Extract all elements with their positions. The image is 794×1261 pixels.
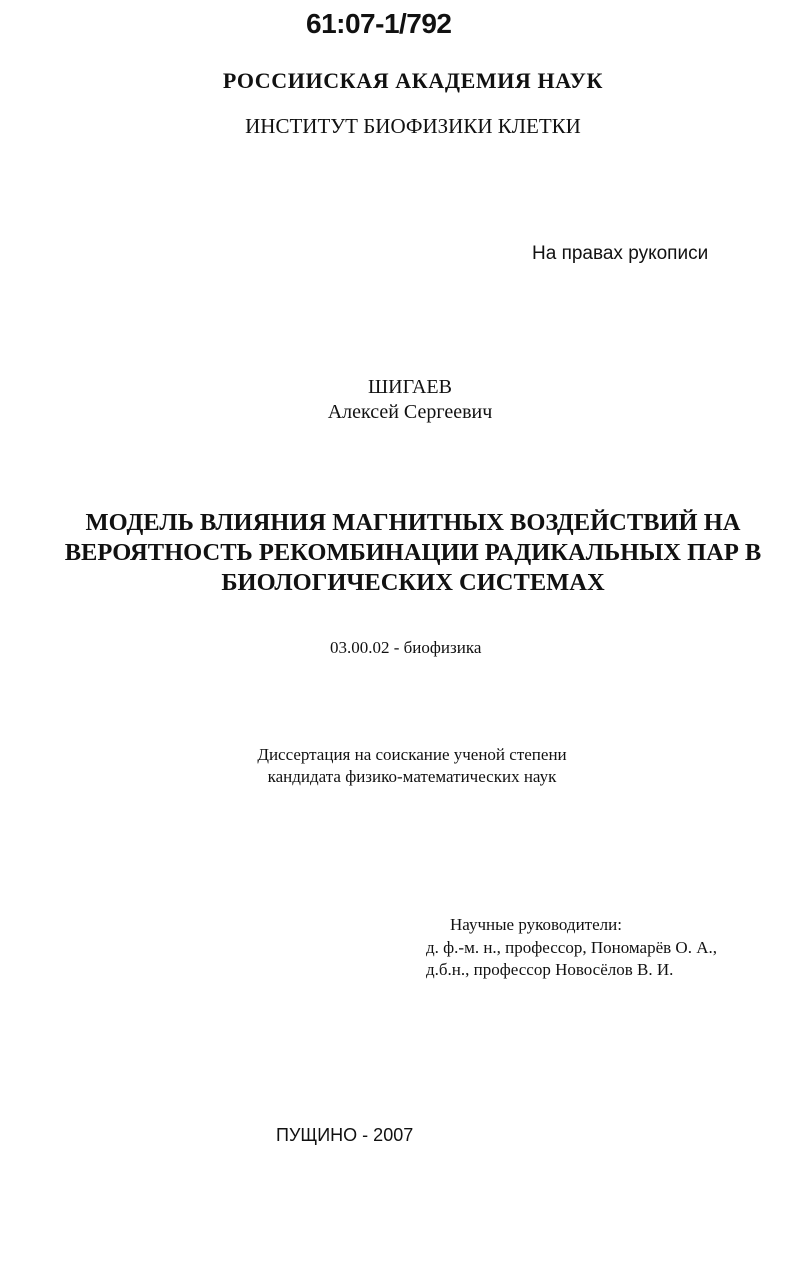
degree-statement	[0, 744, 794, 788]
academy-name: РОССИИСКАЯ АКАДЕМИЯ НАУК	[222, 68, 604, 93]
supervisors-heading: Научные руководители:	[450, 915, 622, 934]
supervisor-item: д.б.н., профессор Новосёлов В. И.	[426, 960, 674, 979]
author-given-names: Алексей Сергеевич	[327, 401, 493, 423]
rights-notice: На правах рукописи	[532, 243, 709, 264]
catalog-number: 61:07-1/792	[306, 8, 452, 39]
thesis-title	[0, 508, 794, 598]
thesis-title-line: ВЕРОЯТНОСТЬ РЕКОМБИНАЦИИ РАДИКАЛЬНЫХ ПАР В	[64, 539, 762, 566]
place-and-year: ПУЩИНО - 2007	[276, 1125, 414, 1145]
degree-line: кандидата физико-математических наук	[267, 767, 557, 786]
thesis-title-line: БИОЛОГИЧЕСКИХ СИСТЕМАХ	[221, 569, 605, 596]
thesis-title-line: МОДЕЛЬ ВЛИЯНИЯ МАГНИТНЫХ ВОЗДЕЙСТВИЙ НА	[85, 509, 741, 536]
supervisor-item: д. ф.-м. н., профессор, Пономарёв О. А.,	[426, 938, 717, 957]
author-surname: ШИГАЕВ	[367, 376, 452, 398]
degree-line: Диссертация на соискание ученой степени	[257, 745, 567, 764]
institute-name: ИНСТИТУТ БИОФИЗИКИ КЛЕТКИ	[245, 114, 581, 138]
specialty-code: 03.00.02 - биофизика	[330, 638, 482, 657]
